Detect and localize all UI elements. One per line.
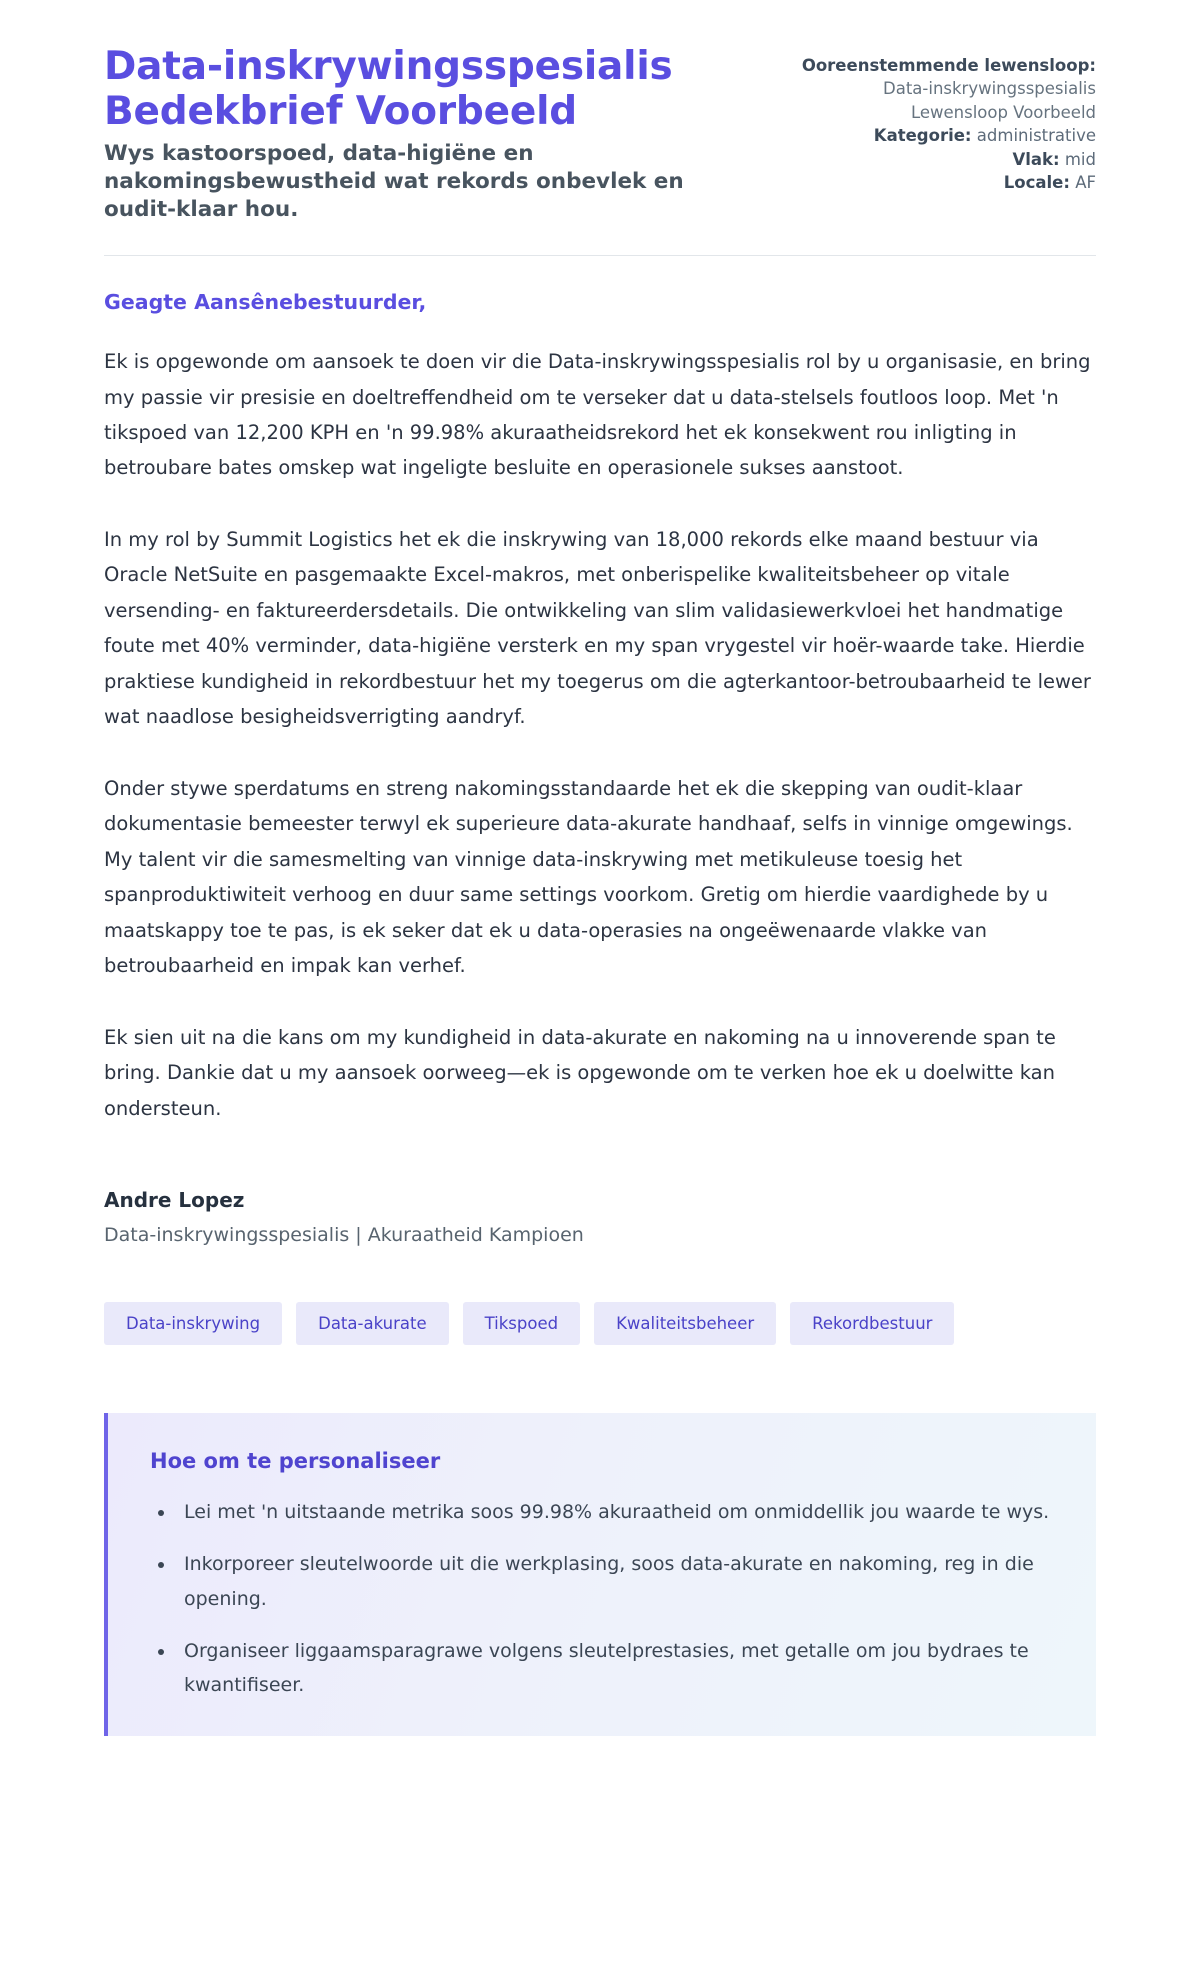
tag-list bbox=[104, 1302, 1096, 1345]
signature-name: Andre Lopez bbox=[104, 1188, 245, 1213]
personalization-tips-panel bbox=[104, 1413, 1096, 1736]
document-header bbox=[104, 44, 1096, 223]
meta-matching-resume-label: Ooreenstemmende lewensloop: bbox=[801, 56, 1096, 75]
tag-chip[interactable]: Tikspoed bbox=[463, 1302, 581, 1345]
meta-matching-resume-value-line2: Lewensloop Voorbeeld bbox=[910, 102, 1096, 122]
tips-list bbox=[150, 1495, 1054, 1702]
meta-locale-label: Locale: bbox=[1003, 173, 1070, 193]
document-meta bbox=[802, 44, 1096, 195]
letter-paragraph: Ek is opgewonde om aansoek te doen vir die Data-inskrywingsspesialis rol by u organisasie, en bring my passie vir presisie en doeltreffendheid om te verseker dat u data-stelsels foutloos loop. Met 'n tikspoed van 12,200 KPH en 'n 99.98% akuraatheidsrekord het ek konsekwent rou inligting in betroubare bates omskep wat ingeligte besluite en operasionele sukses aanstoot. bbox=[104, 350, 1091, 480]
header-left bbox=[104, 44, 704, 223]
tips-title: Hoe om te personaliseer bbox=[150, 1449, 441, 1474]
letter-paragraph: In my rol by Summit Logistics het ek die inskrywing van 18,000 rekords elke maand bestuur via Oracle NetSuite en pasgemaakte Excel-makros, met onberispelike kwaliteitsbeheer op vitale versending- en faktureerdersdetails. Die ontwikkeling van slim validasiewerkvloei het handmatige foute met 40% verminder, data-higiëne versterk en my span vrygestel vir hoër-waarde take. Hierdie praktiese kundigheid in rekordbestuur het my toegerus om die agterkantoor-betroubaarheid te lewer wat naadlose besigheidsverrigting aandryf. bbox=[104, 527, 1091, 729]
letter-body bbox=[104, 256, 1096, 1126]
letter-salutation: Geagte Aansênebestuurder, bbox=[104, 290, 427, 315]
letter-paragraph: Ek sien uit na die kans om my kundigheid in data-akurate en nakoming na u innoverende span te bring. Dankie dat u my aansoek oorweeg—ek is opgewonde om te verken hoe ek u doelwitte kan ondersteun. bbox=[104, 1025, 1056, 1120]
meta-matching-resume-value-line1: Data-inskrywingsspesialis bbox=[883, 79, 1096, 99]
page-subtitle: Wys kastoorspoed, data-higiëne en nakomingsbewustheid wat rekords onbevlek en oudit-klaar hou. bbox=[104, 141, 684, 222]
tag-chip[interactable]: Rekordbestuur bbox=[790, 1302, 954, 1345]
tips-list-item: • Lei met 'n uitstaande metrika soos 99.98% akuraatheid om onmiddellik jou waarde te wys. bbox=[176, 1495, 1054, 1529]
meta-level-label: Vlak: bbox=[1012, 149, 1060, 169]
meta-level bbox=[802, 148, 1096, 171]
tag-chip[interactable]: Data-inskrywing bbox=[104, 1302, 282, 1345]
page-title: Data-inskrywingsspesialis Bedekbrief Voorbeeld bbox=[104, 44, 673, 135]
meta-category-label: Kategorie: bbox=[873, 126, 972, 146]
meta-category-value: administrative bbox=[976, 126, 1096, 146]
signature-role: Data-inskrywingsspesialis | Akuraatheid Kampioen bbox=[104, 1224, 584, 1247]
tips-list-item: • Inkorporeer sleutelwoorde uit die werkplasing, soos data-akurate en nakoming, reg in die opening. bbox=[176, 1547, 1054, 1615]
tag-chip[interactable]: Kwaliteitsbeheer bbox=[594, 1302, 776, 1345]
signature-block bbox=[104, 1188, 1096, 1246]
meta-locale-value: AF bbox=[1075, 173, 1096, 193]
tips-list-item: • Organiseer liggaamsparagrawe volgens sleutelprestasies, met getalle om jou bydraes te kwantifiseer. bbox=[176, 1634, 1054, 1702]
meta-category bbox=[802, 124, 1096, 147]
tag-chip[interactable]: Data-akurate bbox=[296, 1302, 448, 1345]
meta-level-value: mid bbox=[1064, 149, 1096, 169]
letter-paragraph: Onder stywe sperdatums en streng nakomingsstandaarde het ek die skepping van oudit-klaar dokumentasie bemeester terwyl ek superieure data-akurate handhaaf, selfs in vinnige omgewings. My talent vir die samesmelting van vinnige data-inskrywing met metikuleuse toesig het spanproduktiwiteit verhoog en duur same settings voorkom. Gretig om hierdie vaardighede by u maatskappy toe te pas, is ek seker dat ek u data-operasies na ongeëwenaarde vlakke van betroubaarheid en impak kan verhef. bbox=[104, 776, 1073, 978]
meta-locale bbox=[802, 171, 1096, 194]
